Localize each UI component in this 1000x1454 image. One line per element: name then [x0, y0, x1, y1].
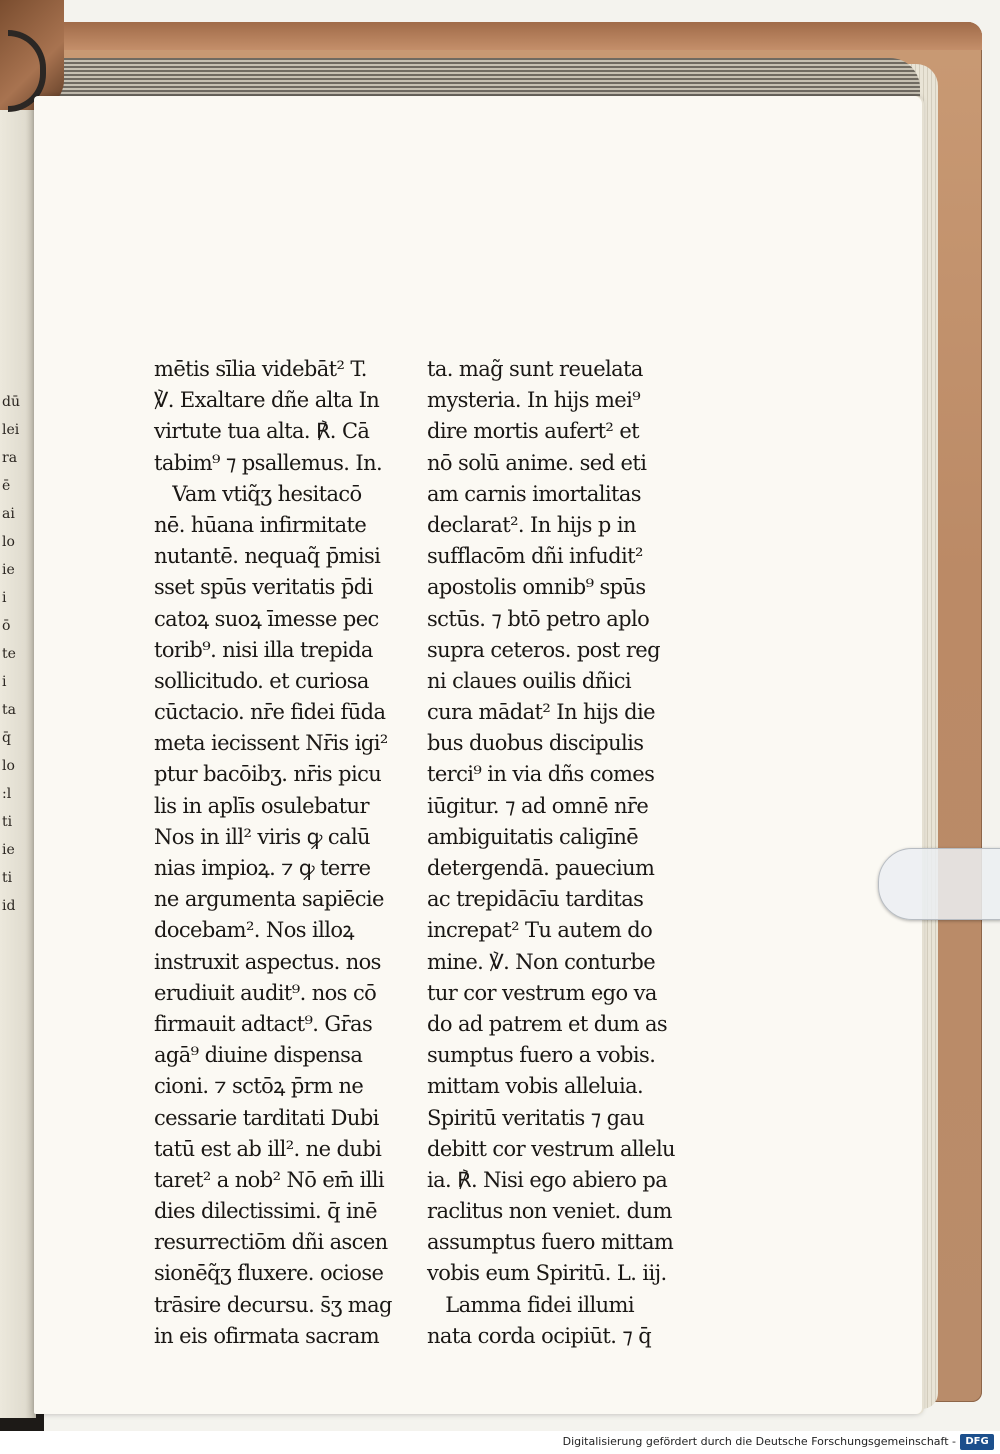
footer-bar [0, 1431, 1000, 1454]
text-line: Spiritū veritatis ⁊ gau [427, 1105, 645, 1130]
text-line: ptur bacōibʒ. nr̄is picu [154, 762, 382, 787]
text-line: sionēq̃ʒ fluxere. ociose [154, 1261, 384, 1286]
text-line: erudiuit audit⁹. nos cō [154, 980, 377, 1005]
text-line: sctūs. ⁊ btō petro aplo [427, 606, 650, 631]
text-line: sumptus fuero a vobis. [427, 1043, 656, 1068]
text-line: Nos in ill² viris ꝙ calū [154, 824, 370, 849]
left-page-text-fragments: dū lei ra ē ai lo ie i ō te i ta q̄ lo :l ti ie ti id [2, 394, 20, 914]
text-line: Lamma fidei illumi [427, 1292, 634, 1317]
text-line: mētis sīlia videbāt² T. [154, 357, 367, 381]
text-line: mine. ℣. Non conturbe [427, 949, 656, 974]
text-line: nias impioꝝ. ⁊ ꝙ terre [154, 856, 371, 880]
text-line: tabim⁹ ⁊ psallemus. In. [154, 450, 383, 475]
text-line: apostolis omnib⁹ spūs [427, 575, 646, 600]
text-line: increpat² Tu autem do [427, 918, 653, 943]
text-line: assumptus fuero mittam [427, 1230, 674, 1255]
text-line: resurrectiōm dñi ascen [154, 1230, 388, 1255]
text-line: tatū est ab ill². ne dubi [154, 1136, 382, 1161]
text-line: lis in aplīs osulebatur [154, 793, 369, 818]
text-line: ac trepidācīu tarditas [427, 887, 644, 912]
text-column-left [154, 354, 392, 1352]
text-line: sset spūs veritatis p̄di [154, 575, 373, 600]
text-line: meta iecissent Nr̄is igi² [154, 731, 388, 756]
text-line: ℣. Exaltare dñe alta In [154, 388, 380, 413]
book-cover-top-edge [60, 22, 982, 50]
text-line: nutantē. nequaq̃ p̄misi [154, 544, 381, 569]
text-line: catoꝝ suoꝝ īmesse pec [154, 606, 379, 631]
dfg-logo-icon[interactable]: DFG [960, 1434, 994, 1450]
text-line: docebam². Nos illoꝝ [154, 918, 354, 943]
text-line: cura mādat² In hijs die [427, 700, 655, 725]
bookmark-tab [878, 848, 1000, 920]
text-line: cioni. ⁊ sctōꝝ p̄rm ne [154, 1074, 364, 1099]
text-line: am carnis imortalitas [427, 481, 641, 506]
text-line: trāsire decursu. s̄ʒ mag [154, 1292, 392, 1317]
text-line: cessarie tarditati Dubi [154, 1105, 379, 1130]
text-line: raclitus non veniet. dum [427, 1199, 672, 1224]
text-line: iūgitur. ⁊ ad omnē nr̄e [427, 793, 649, 818]
text-column-right [427, 354, 675, 1352]
clasp-strap [0, 0, 64, 110]
text-line: Vam vtiq̃ʒ hesitacō [154, 481, 362, 506]
text-line: ta. mag̃ sunt reuelata [427, 357, 643, 381]
text-line: dies dilectissimi. q̄ inē [154, 1199, 377, 1224]
text-line: dire mortis aufert² et [427, 419, 639, 444]
text-line: ne argumenta sapiēcie [154, 887, 384, 912]
text-line: firmauit adtact⁹. Gr̄as [154, 1011, 373, 1036]
text-line: supra ceteros. post reg [427, 637, 660, 662]
text-line: cūctacio. nr̄e fidei fūda [154, 700, 386, 725]
text-line: nō solū anime. sed eti [427, 450, 647, 475]
scanned-page [34, 96, 922, 1414]
text-line: terci⁹ in via dñs comes [427, 762, 655, 787]
text-line: torib⁹. nisi illa trepida [154, 637, 373, 662]
text-line: taret² a nob² Nō em̄ illi [154, 1167, 385, 1192]
text-line: virtute tua alta. ℟. Cā [154, 419, 370, 444]
text-line: ni claues ouilis dñici [427, 668, 632, 693]
digitization-credit: Digitalisierung gefördert durch die Deutsche Forschungsgemeinschaft - [562, 1435, 956, 1448]
text-line: ambiguitatis caligīnē [427, 824, 639, 849]
text-line: detergendā. pauecium [427, 856, 655, 880]
text-line: agā⁹ diuine dispensa [154, 1043, 363, 1068]
text-line: tur cor vestrum ego va [427, 980, 657, 1005]
text-line: sufflacōm dñi infudit² [427, 544, 643, 569]
text-line: vobis eum Spiritū. L. iij. [427, 1261, 667, 1286]
text-line: do ad patrem et dum as [427, 1011, 668, 1036]
text-line: instruxit aspectus. nos [154, 949, 381, 974]
text-line: declarat². In hijs p in [427, 512, 636, 537]
text-line: mysteria. In hijs mei⁹ [427, 388, 641, 413]
text-line: sollicitudo. et curiosa [154, 668, 369, 693]
left-facing-page [0, 108, 36, 1418]
text-line: mittam vobis alleluia. [427, 1074, 644, 1099]
text-line: nē. hūana infirmitate [154, 512, 367, 537]
text-line: debitt cor vestrum allelu [427, 1136, 675, 1161]
text-line: ia. ℟. Nisi ego abiero pa [427, 1167, 668, 1192]
text-line: bus duobus discipulis [427, 731, 644, 756]
text-line: in eis ofirmata sacram [154, 1323, 380, 1348]
text-line: nata corda ocipiūt. ⁊ q̄ [427, 1323, 652, 1348]
